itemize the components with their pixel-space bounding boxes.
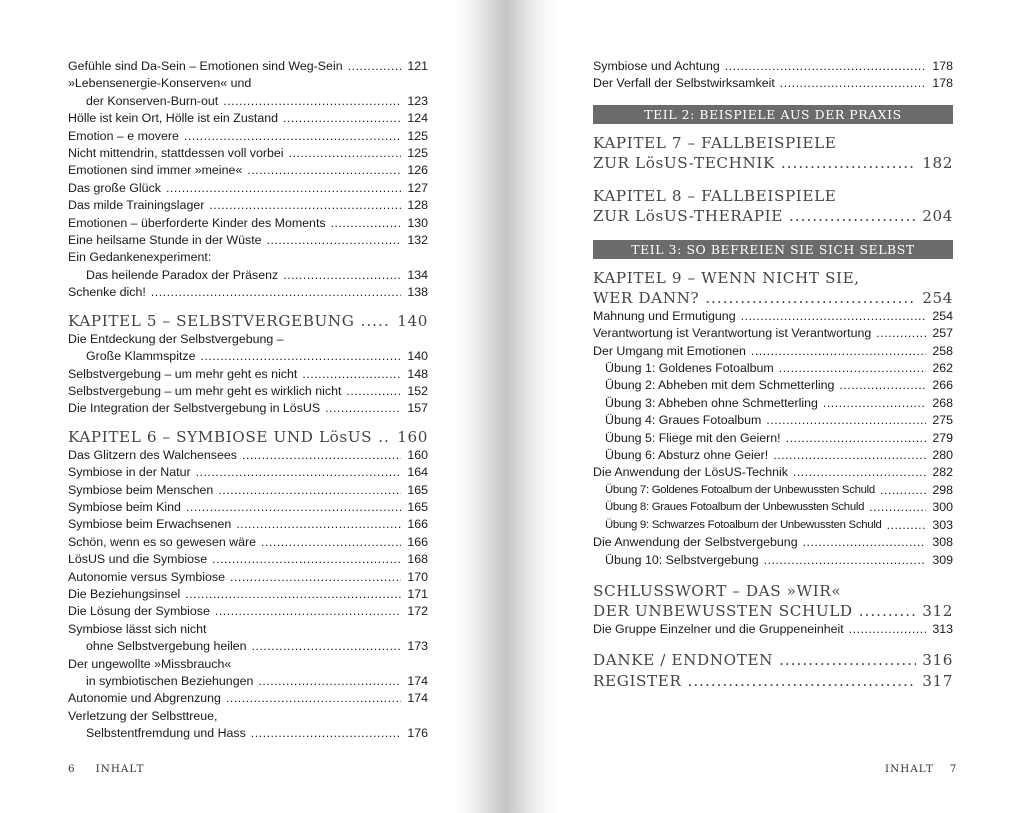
toc-entry-page-number: 166 [407,517,428,532]
dot-leader [196,464,401,481]
toc-entry-title: Schön, wenn es so gewesen wäre [68,534,257,549]
chapter-page-number: 160 [397,427,428,446]
dot-leader [226,690,401,707]
toc-entry-title: Die Integration der Selbstvergebung in LösUS [68,401,321,416]
dot-leader [218,482,401,499]
toc-entry-title: Übung 10: Selbstvergebung [605,552,759,567]
toc-entry[interactable] [593,75,953,92]
chapter-heading[interactable] [593,153,953,173]
toc-entry-page-number: 172 [407,604,428,619]
toc-entry[interactable] [593,430,953,447]
toc-entry-page-number: 121 [407,59,428,73]
dot-leader [331,215,401,232]
toc-entry-page-number: 166 [407,534,428,549]
dot-leader [705,288,916,308]
dot-leader [764,552,926,569]
dot-leader [283,267,401,284]
toc-entry-title: Die Beziehungsinsel [68,586,181,601]
toc-list [593,58,953,93]
toc-entry-page-number: 125 [407,128,428,143]
toc-entry-title: Selbstvergebung – um mehr geht es wirklich nicht [68,383,342,398]
dot-leader [348,58,401,75]
toc-entry-page-number: 303 [932,517,953,532]
toc-entry-title: Übung 1: Goldenes Fotoalbum [605,361,774,376]
toc-entry-page-number: 126 [407,163,428,178]
dot-leader [223,93,401,110]
toc-entry[interactable] [593,482,953,499]
toc-entry-title: der Konserven-Burn-out [86,93,219,108]
dot-leader [887,517,926,534]
dot-leader [247,162,401,179]
toc-entry[interactable] [68,447,428,464]
chapter-title: WER DANN? [593,288,700,307]
toc-line: Symbiose lässt sich nicht [68,621,207,636]
toc-entry-title: Eine heilsame Stunde in der Wüste [68,233,262,248]
chapter-heading[interactable] [68,311,428,331]
dot-leader [215,603,401,620]
dot-leader [325,400,401,417]
toc-entry[interactable] [593,517,953,534]
toc-entry-page-number: 279 [932,430,953,445]
toc-entry[interactable] [68,110,428,127]
toc-entry-title: Symbiose beim Erwachsenen [68,517,232,532]
dot-leader [151,284,401,301]
toc-entry-page-number: 140 [407,349,428,364]
toc-line: Der ungewollte »Missbrauch« [68,656,232,671]
toc-entry-title: Übung 6: Absturz ohne Geier! [605,448,769,463]
toc-entry-page-number: 309 [932,552,953,567]
toc-entry-page-number: 173 [407,639,428,654]
chapter-heading[interactable] [593,671,953,691]
toc-entry-page-number: 282 [932,465,953,480]
toc-entry[interactable] [68,569,428,586]
toc-entry[interactable] [68,725,428,742]
dot-leader [184,128,401,145]
toc-entry-page-number: 165 [407,499,428,514]
toc-entry[interactable] [68,499,428,516]
toc-entry-page-number: 298 [932,482,953,497]
dot-leader [793,464,926,481]
toc-entry[interactable] [593,412,953,429]
dot-leader [789,206,916,226]
toc-entry-page-number: 262 [932,361,953,376]
chapter-page-number: 254 [922,288,953,307]
dot-leader [779,650,916,670]
dot-leader [302,366,401,383]
dot-leader [780,75,926,92]
toc-entry[interactable] [68,180,428,197]
dot-leader [230,569,401,586]
page-number: 6 [68,763,76,775]
toc-entry-title: Hölle ist kein Ort, Hölle ist ein Zustand [68,111,279,126]
toc-entry[interactable] [68,603,428,620]
toc-entry[interactable] [68,551,428,568]
toc-entry-page-number: 313 [932,621,953,636]
toc-entry[interactable] [593,395,953,412]
toc-entry[interactable] [68,284,428,301]
toc-entry-title: Das Glitzern des Walchensees [68,447,237,462]
toc-entry-page-number: 300 [932,500,953,515]
dot-leader [242,447,401,464]
toc-entry-title: Emotionen – überforderte Kinder des Moments [68,215,326,230]
toc-entry-title: Gefühle sind Da-Sein – Emotionen sind Weg-Sein [68,59,343,73]
toc-entry-title: Der Umgang mit Emotionen [593,343,746,358]
toc-entry-page-number: 157 [407,401,428,416]
dot-leader [781,153,916,173]
left-page [68,58,428,743]
toc-entry[interactable] [593,325,953,342]
toc-entry-page-number: 280 [932,448,953,463]
toc-entry-page-number: 134 [407,267,428,282]
dot-leader [751,343,926,360]
toc-entry[interactable] [68,232,428,249]
dot-leader [803,534,926,551]
toc-entry-title: Symbiose beim Menschen [68,482,214,497]
toc-line: Ein Gedankenexperiment: [68,250,212,265]
toc-entry-page-number: 160 [407,447,428,462]
dot-leader [823,395,926,412]
toc-entry-page-number: 128 [407,198,428,213]
toc-list [593,621,953,638]
toc-entry[interactable] [593,552,953,569]
toc-entry-title: Schenke dich! [68,285,146,300]
chapter-title-line[interactable]: KAPITEL 9 – WENN NICHT SIE, [593,268,860,287]
chapter-title: DANKE / ENDNOTEN [593,651,774,670]
dot-leader [378,427,391,447]
dot-leader [859,601,917,621]
toc-entry-page-number: 258 [932,343,953,358]
toc-entry[interactable] [593,447,953,464]
toc-list [68,58,428,302]
dot-leader [849,621,926,638]
toc-entry-title: LösUS und die Symbiose [68,552,208,567]
toc-entry[interactable] [68,162,428,179]
dot-leader [688,671,917,691]
toc-entry-page-number: 257 [932,326,953,341]
toc-entry[interactable] [593,621,953,638]
toc-entry[interactable] [68,93,428,110]
toc-entry[interactable] [68,128,428,145]
toc-entry-title: Selbstentfremdung und Hass [86,726,246,741]
toc-entry[interactable] [68,400,428,417]
toc-entry[interactable] [68,586,428,603]
toc-entry-page-number: 174 [407,691,428,706]
toc-entry-page-number: 308 [932,535,953,550]
dot-leader [186,499,401,516]
dot-leader [236,516,401,533]
toc-entry-title: Übung 8: Graues Fotoalbum der Unbewussten Schuld [605,501,865,514]
toc-entry-title: Symbiose und Achtung [593,59,720,73]
page-number: 7 [949,763,958,775]
toc-entry-page-number: 124 [407,111,428,126]
right-page [593,58,953,691]
toc-list [593,308,953,569]
running-header: INHALT [885,763,934,775]
chapter-title: ZUR LösUS-THERAPIE [593,206,783,225]
toc-entry-page-number: 165 [407,482,428,497]
toc-entry-page-number: 164 [407,465,428,480]
toc-entry-page-number: 174 [407,674,428,688]
toc-entry[interactable] [68,197,428,214]
toc-entry[interactable] [68,516,428,533]
toc-entry-title: Übung 3: Abheben ohne Schmetterling [605,395,818,410]
dot-leader [166,180,401,197]
dot-leader [741,308,926,325]
toc-entry-page-number: 138 [407,285,428,300]
toc-entry-page-number: 178 [932,76,953,91]
toc-entry[interactable] [68,638,428,655]
toc-entry-title: Die Gruppe Einzelner und die Gruppeneinheit [593,621,844,636]
toc-entry[interactable] [68,673,428,690]
toc-entry-page-number: 130 [407,215,428,230]
dot-leader [283,110,401,127]
toc-entry-page-number: 148 [407,366,428,381]
dot-leader [773,447,926,464]
dot-leader [766,412,926,429]
toc-entry-title: Der Verfall der Selbstwirksamkeit [593,76,775,91]
toc-entry[interactable] [68,145,428,162]
toc-entry[interactable] [68,690,428,707]
toc-entry-title: Das heilende Paradox der Präsenz [86,267,279,282]
toc-entry-title: Symbiose in der Natur [68,465,191,480]
chapter-title: ZUR LösUS-TECHNIK [593,153,775,172]
toc-entry-title: Das große Glück [68,180,161,195]
chapter-heading[interactable] [593,288,953,308]
toc-entry-page-number: 176 [407,726,428,741]
toc-entry-page-number: 125 [407,146,428,161]
chapter-heading[interactable] [593,601,953,621]
chapter-heading[interactable] [593,206,953,226]
chapter-title-line[interactable]: SCHLUSSWORT – DAS »WIR« [593,581,842,600]
toc-entry-title: ohne Selbstvergebung heilen [86,639,247,654]
dot-leader [261,534,401,551]
toc-entry-title: Autonomie versus Symbiose [68,569,226,584]
toc-entry[interactable] [593,58,953,75]
chapter-page-number: 204 [922,206,953,225]
toc-entry-page-number: 275 [932,413,953,428]
toc-entry-title: Selbstvergebung – um mehr geht es nicht [68,366,298,381]
chapter-title-line[interactable]: KAPITEL 8 – FALLBEISPIELE [593,186,837,205]
chapter-heading[interactable] [68,427,428,447]
toc-entry[interactable] [68,464,428,481]
running-header: INHALT [95,763,145,775]
chapter-title: DER UNBEWUSSTEN SCHULD [593,601,853,620]
right-footer [885,763,957,775]
chapter-page-number: 182 [922,153,953,172]
toc-entry-page-number: 123 [407,93,428,108]
toc-entry[interactable] [68,215,428,232]
toc-entry[interactable] [68,366,428,383]
chapter-page-number: 312 [922,601,953,620]
toc-entry-page-number: 127 [407,180,428,195]
chapter-title: KAPITEL 5 – SELBSTVERGEBUNG [68,311,355,330]
toc-entry-title: Autonomie und Abgrenzung [68,691,221,706]
toc-entry-title: Emotion – e movere [68,128,179,143]
toc-entry-title: Große Klammspitze [86,349,196,364]
dot-leader [209,197,401,214]
dot-leader [251,725,401,742]
toc-entry[interactable] [593,464,953,481]
chapter-title: KAPITEL 6 – SYMBIOSE UND LösUS [68,427,373,446]
toc-entry[interactable] [593,534,953,551]
chapter-page-number: 140 [397,311,428,330]
toc-entry-page-number: 266 [932,378,953,393]
dot-leader [267,232,401,249]
toc-entry-title: Übung 9: Schwarzes Fotoalbum der Unbewussten Schuld [605,518,882,531]
toc-entry-title: Mahnung und Ermutigung [593,308,736,323]
dot-leader [786,430,926,447]
toc-entry-page-number: 254 [932,308,953,323]
left-footer [68,763,144,775]
dot-leader [200,348,401,365]
toc-entry-title: Die Anwendung der Selbstvergebung [593,535,798,550]
toc-entry-title: Übung 5: Fliege mit den Geiern! [605,430,781,445]
toc-entry-title: Emotionen sind immer »meine« [68,163,243,178]
toc-line: Die Entdeckung der Selbstvergebung – [68,331,284,346]
toc-entry[interactable] [68,348,428,365]
toc-entry-title: Symbiose beim Kind [68,499,181,514]
toc-entry-title: Übung 2: Abheben mit dem Schmetterling [605,378,835,393]
toc-entry-title: in symbiotischen Beziehungen [86,674,254,688]
toc-entry[interactable] [593,499,953,516]
toc-entry-page-number: 268 [932,395,953,410]
toc-entry[interactable] [593,377,953,394]
dot-leader [361,311,392,331]
toc-entry[interactable] [68,58,428,75]
chapter-title-line[interactable]: KAPITEL 7 – FALLBEISPIELE [593,133,837,152]
toc-entry-title: Die Lösung der Symbiose [68,604,210,619]
chapter-page-number: 317 [922,672,953,691]
toc-list [68,331,428,418]
toc-entry[interactable] [593,343,953,360]
dot-leader [212,551,401,568]
toc-entry-title: Übung 7: Goldenes Fotoalbum der Unbewussten Schuld [605,483,875,496]
toc-entry-title: Übung 4: Graues Fotoalbum [605,413,762,428]
toc-entry-page-number: 152 [407,383,428,398]
dot-leader [839,377,926,394]
toc-line: Verletzung der Selbsttreue, [68,708,218,723]
dot-leader [346,383,401,400]
part-banner: TEIL 3: SO BEFREIEN SIE SICH SELBST [593,240,953,259]
toc-entry-title: Die Anwendung der LösUS-Technik [593,465,788,480]
toc-entry-page-number: 168 [407,552,428,567]
toc-entry[interactable] [593,360,953,377]
toc-entry[interactable] [68,383,428,400]
toc-entry[interactable] [68,534,428,551]
toc-line: »Lebensenergie-Konserven« und [68,76,252,91]
dot-leader [779,360,926,377]
toc-entry[interactable] [68,267,428,284]
dot-leader [876,325,926,342]
toc-entry-title: Nicht mittendrin, stattdessen voll vorbei [68,146,284,161]
toc-entry-page-number: 178 [932,59,953,73]
chapter-page-number: 316 [922,651,953,670]
dot-leader [258,673,401,690]
part-banner: TEIL 2: BEISPIELE AUS DER PRAXIS [593,105,953,124]
toc-entry[interactable] [68,482,428,499]
chapter-heading[interactable] [593,650,953,670]
dot-leader [869,499,926,516]
toc-entry-title: Das milde Trainingslager [68,198,205,213]
toc-list [68,447,428,743]
toc-entry-page-number: 170 [407,569,428,584]
dot-leader [252,638,401,655]
toc-entry-title: Verantwortung ist Verantwortung ist Verantwortung [593,326,872,341]
dot-leader [289,145,401,162]
toc-entry-page-number: 132 [407,233,428,248]
toc-entry[interactable] [593,308,953,325]
chapter-title: REGISTER [593,672,682,691]
dot-leader [185,586,401,603]
dot-leader [880,482,926,499]
toc-entry-page-number: 171 [407,586,428,601]
dot-leader [725,58,926,75]
